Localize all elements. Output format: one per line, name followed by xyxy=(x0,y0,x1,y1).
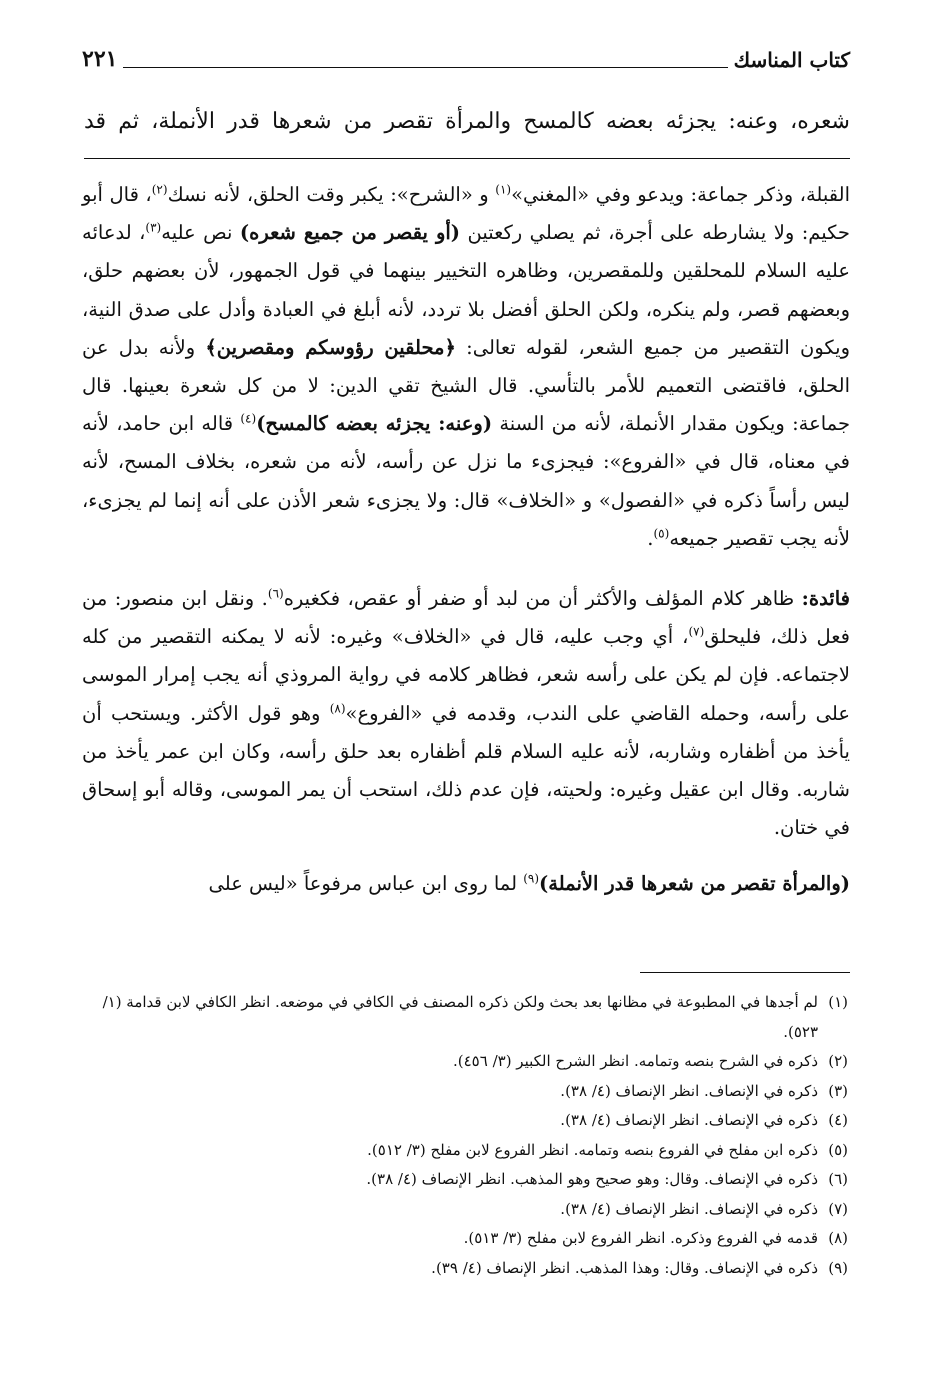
text-segment: ، أي وجب عليه، قال في «الخلاف» وغيره: لأنه لا يمكنه التقصير من كله لاجتماعه. فإن لم يكن على رأسه شعر، فظاهر كلامه في رواية المروذي أنه يجب إمرار الموسى على رأسه، وحمله القاضي على الندب، وقدمه في «الفروع» xyxy=(82,625,850,725)
header-rule xyxy=(123,67,727,68)
text-segment: وهو قول الأكثر. ويستحب أن يأخذ من أظفاره وشاربه، لأنه عليه السلام قلم أظفاره بعد حلق رأسه، وكان ابن عمر يأخذ من شاربه. وقال ابن عقيل وغيره: ولحيته، فإن عدم ذلك، استحب أن يمر الموسى، وقاله أبو إسحاق في ختان. xyxy=(82,701,850,840)
quran-quote: ﴿محلقين رؤوسكم ومقصرين﴾ xyxy=(205,335,456,359)
footnote-text: ذكره ابن مفلح في الفروع بنصه وتمامه. انظر الفروع لابن مفلح (٣/ ٥١٢). xyxy=(367,1140,818,1159)
footnote-item xyxy=(82,1224,848,1254)
running-title: كتاب المناسك xyxy=(733,48,850,72)
footnote-text: ذكره في الشرح بنصه وتمامه. انظر الشرح الكبير (٣/ ٤٥٦). xyxy=(453,1052,818,1070)
footnote-divider xyxy=(640,972,850,973)
footnote-number: (٩) xyxy=(828,1258,848,1277)
page-header xyxy=(82,44,850,72)
footnotes xyxy=(82,988,848,1283)
footnote-number: (٣) xyxy=(828,1081,848,1100)
commentary-body xyxy=(82,176,850,904)
footnote-text: ذكره في الإنصاف. وقال: وهو صحيح وهو المذهب. انظر الإنصاف (٤/ ٣٨). xyxy=(366,1170,818,1188)
footnote-text: ذكره في الإنصاف. وقال: وهذا المذهب. انظر الإنصاف (٤/ ٣٩). xyxy=(431,1258,818,1277)
footnote-text: ذكره في الإنصاف. انظر الإنصاف (٤/ ٣٨). xyxy=(560,1081,818,1100)
note-label: فائدة: xyxy=(801,587,850,611)
paragraph-1 xyxy=(82,176,850,558)
text-segment: قاله ابن حامد، لأنه في معناه، قال في «الفروع»: فيجزىء ما نزل عن رأسه، لأنه من شعره، بخلاف المسح، لأنه ليس رأساً ذكره في «الفصول» و «الخلاف» قال: ولا يجزىء شعر الأذن على أنه إنما لم يجزىء، لأنه يجب تقصير جميعه xyxy=(82,412,850,550)
paragraph-2 xyxy=(82,580,850,847)
footnote-number: (٨) xyxy=(828,1229,848,1247)
text-segment: ، قال أبو حكيم: ولا يشارطه على أجرة، ثم يصلي ركعتين xyxy=(82,183,850,245)
text-segment: . ونقل ابن منصور: من فعل ذلك، فليحلق xyxy=(82,587,850,649)
footnote-item xyxy=(82,1077,848,1107)
text-segment: و «الشرح»: يكبر وقت الحلق، لأنه نسك xyxy=(167,183,496,206)
footnote-item xyxy=(82,1195,848,1225)
matn-text: شعره، وعنه: يجزئه بعضه كالمسح والمرأة تقصر من شعرها قدر الأنملة، ثم قد xyxy=(84,109,850,134)
text-segment: نص عليه xyxy=(161,221,240,245)
matn-quote: (أو يقصر من جميع شعره) xyxy=(239,221,461,245)
text-segment: ولأنه بدل عن الحلق، فاقتضى التعميم للأمر بالتأسي. قال الشيخ تقي الدين: لا من كل شعرة بعينها. قال جماعة: ويكون مقدار الأنملة، لأنه من السنة xyxy=(82,335,851,436)
matn-quote: (والمرأة تقصر من شعرها قدر الأنملة) xyxy=(539,872,850,896)
matn-divider xyxy=(84,158,850,159)
paragraph-3 xyxy=(82,865,850,903)
footnote-ref: (٤) xyxy=(240,411,257,426)
footnote-ref: (٧) xyxy=(688,624,705,639)
footnote-ref: (٩) xyxy=(523,871,540,886)
text-segment: القبلة، وذكر جماعة: ويدعو وفي «المغني» xyxy=(511,183,850,206)
footnote-ref: (٥) xyxy=(653,526,670,541)
text-segment: ، لدعائه عليه السلام للمحلقين وللمقصرين، وظاهره التخيير بينهما في قول الجمهور، لأن بعضهم حلق، وبعضهم قصر، ولم ينكره، ولكن الحلق أفضل بلا تردد، لأنه أبلغ في العبادة وأدل على صدق النية، ويكون التقصير من جميع الشعر، لقوله تعالى: xyxy=(82,221,850,359)
footnote-item xyxy=(82,1106,848,1136)
footnote-item xyxy=(82,1254,848,1284)
footnote-ref: (٣) xyxy=(145,220,162,235)
footnote-number: (٢) xyxy=(828,1052,848,1070)
footnote-item xyxy=(82,988,848,1047)
footnote-item xyxy=(82,1136,848,1166)
text-segment: لما روى ابن عباس مرفوعاً «ليس على xyxy=(208,872,524,896)
footnote-ref: (٨) xyxy=(329,701,346,716)
footnote-text: ذكره في الإنصاف. انظر الإنصاف (٤/ ٣٨). xyxy=(560,1111,818,1129)
footnote-text: قدمه في الفروع وذكره. انظر الفروع لابن مفلح (٣/ ٥١٣). xyxy=(463,1229,818,1247)
footnote-ref: (٦) xyxy=(267,586,284,601)
matn-quote: (وعنه: يجزئه بعضه كالمسح) xyxy=(256,412,493,436)
footnote-number: (٤) xyxy=(828,1111,848,1129)
text-segment: . xyxy=(647,526,654,550)
footnote-ref: (٢) xyxy=(151,182,168,197)
footnote-number: (٥) xyxy=(828,1140,848,1159)
footnote-ref: (١) xyxy=(495,182,512,197)
page-number: ٢٢١ xyxy=(82,46,118,72)
footnote-item xyxy=(82,1047,848,1077)
text-segment: ظاهر كلام المؤلف والأكثر أن من لبد أو ضفر أو عقص، فكغيره xyxy=(283,587,802,611)
footnote-number: (١) xyxy=(828,993,848,1011)
footnote-number: (٦) xyxy=(828,1170,848,1188)
footnote-text: ذكره في الإنصاف. انظر الإنصاف (٤/ ٣٨). xyxy=(560,1199,818,1218)
footnote-item xyxy=(82,1165,848,1195)
footnote-number: (٧) xyxy=(828,1199,848,1218)
footnote-text: لم أجدها في المطبوعة في مظانها بعد بحث ولكن ذكره المصنف في الكافي في موضعه. انظر الكافي لابن قدامة (١/ ٥٢٣). xyxy=(102,993,818,1041)
